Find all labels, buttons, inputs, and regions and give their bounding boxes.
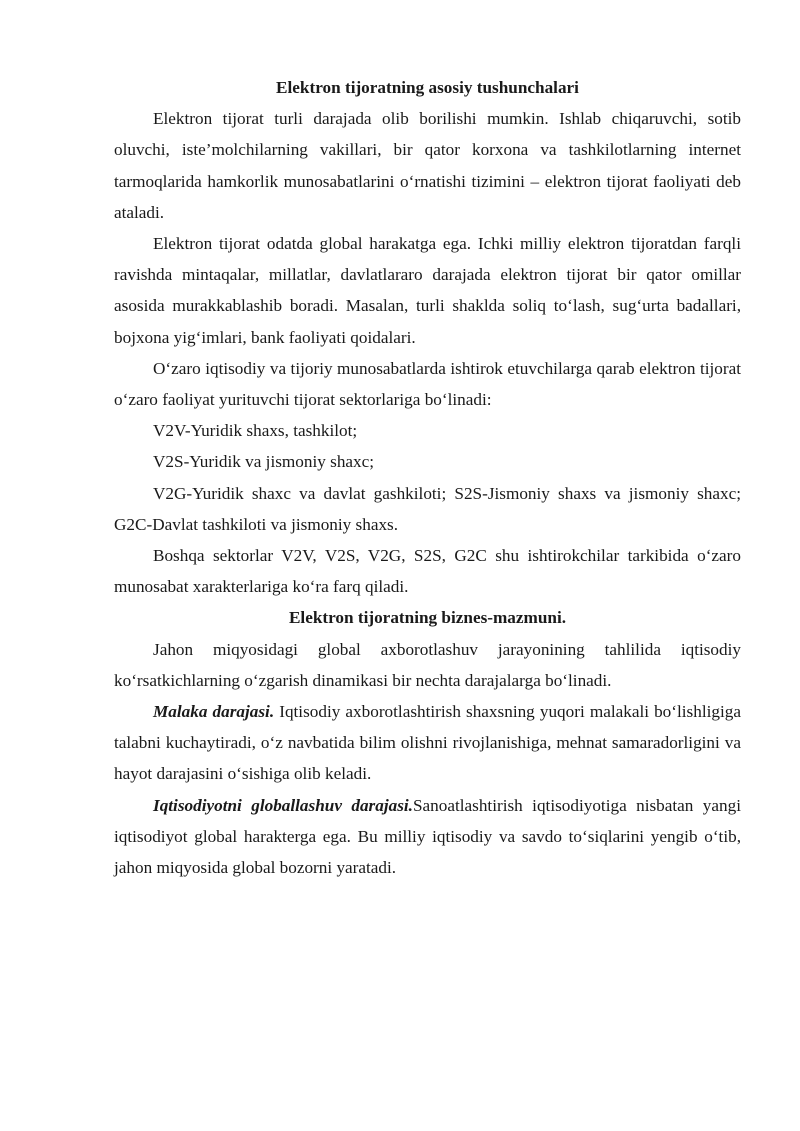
paragraph-global-informatization: Jahon miqyosidagi global axborotlashuv jarayonining tahlilida iqtisodiy ko‘rsatkichlarning o‘zgarish dinamikasi bir nechta darajalarga bo‘linadi. xyxy=(114,639,741,690)
paragraph-globalization-level xyxy=(114,790,741,884)
paragraph-sector-v2s: V2S-Yuridik va jismoniy shaxc; xyxy=(153,452,375,472)
paragraph-sectors-intro: O‘zaro iqtisodiy va tijoriy munosabatlarda ishtirok etuvchilarga qarab elektron tijorat o‘zaro faoliyat yurituvchi tijorat sektorlariga bo‘linadi: xyxy=(114,358,741,410)
section-title-basics: Elektron tijoratning asosiy tushunchalari xyxy=(276,78,579,97)
paragraph-sector-v2g: V2G-Yuridik shaxc va davlat gashkiloti; S2S-Jismoniy shaxs va jismoniy shaxc; G2C-Davlat tashkiloti va jismoniy shaxs. xyxy=(114,483,741,534)
paragraph-qualification-level xyxy=(114,696,741,790)
document-page xyxy=(114,72,741,883)
paragraph-definition: Elektron tijorat turli darajada olib borilishi mumkin. Ishlab chiqaruvchi, sotib oluvchi, iste’molchilarning vakillari, bir qator korxona va tashkilotlarning internet tarmoqlarida hamkorlik munosabatlarini o‘rnatishi tizimini – elektron tijorat faoliyati deb ataladi. xyxy=(114,109,741,222)
qualification-level-text: Iqtisodiy axborotlashtirish shaxsning yuqori malakali bo‘lishligiga talabni kuchaytiradi, o‘z navbatida bilim olishni rivojlanishiga, mehnat samaradorligini va hayot darajasini o‘sishiga olib keladi. xyxy=(114,702,741,784)
qualification-level-lead: Malaka darajasi. xyxy=(153,702,275,722)
globalization-level-text: Sanoatlashtirish iqtisodiyotiga nisbatan yangi iqtisodiyot global harakterga ega. Bu milliy iqtisodiy va savdo to‘siqlarini yengib o‘tib, jahon miqyosida global bozorni yaratadi. xyxy=(114,795,741,878)
paragraph-global-nature: Elektron tijorat odatda global harakatga ega. Ichki milliy elektron tijoratdan farqli ravishda mintaqalar, millatlar, davlatlararo darajada elektron tijorat bir qator omillar asosida murakkablashib boradi. Masalan, turli shaklda soliq to‘lash, sug‘urta badallari, bojxona yig‘imlari, bank faoliyati qoidalari. xyxy=(114,234,741,347)
paragraph-sector-v2v: V2V-Yuridik shaxs, tashkilot; xyxy=(153,421,358,441)
globalization-level-lead: Iqtisodiyotni globallashuv darajasi. xyxy=(153,795,413,815)
paragraph-other-sectors: Boshqa sektorlar V2V, V2S, V2G, S2S, G2C shu ishtirokchilar tarkibida o‘zaro munosabat xarakterlariga ko‘ra farq qiladi. xyxy=(114,546,741,597)
section-title-business: Elektron tijoratning biznes-mazmuni. xyxy=(288,608,567,628)
